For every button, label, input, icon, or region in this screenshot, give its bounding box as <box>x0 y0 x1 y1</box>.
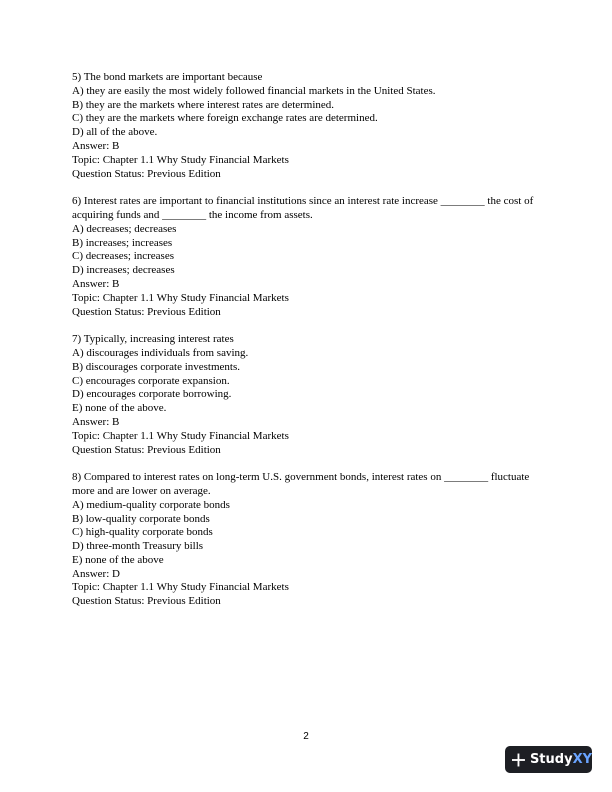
answer-option: B) increases; increases <box>72 236 173 249</box>
question-8 <box>72 471 542 609</box>
answer-option: C) high-quality corporate bonds <box>72 526 213 539</box>
plus-icon <box>512 753 525 767</box>
status-line: Question Status: Previous Edition <box>72 305 221 318</box>
answer-key: Answer: B <box>72 415 120 428</box>
question-5 <box>72 71 542 181</box>
answer-option: B) they are the markets where interest rates are determined. <box>72 98 335 111</box>
question-7 <box>72 333 542 457</box>
answer-option: A) they are easily the most widely followed financial markets in the United States. <box>72 84 436 97</box>
answer-option: A) decreases; decreases <box>72 222 177 235</box>
answer-key: Answer: B <box>72 139 120 152</box>
answer-option: C) they are the markets where foreign exchange rates are determined. <box>72 112 378 125</box>
topic-line: Topic: Chapter 1.1 Why Study Financial Markets <box>72 291 289 304</box>
question-stem: 7) Typically, increasing interest rates <box>72 333 234 346</box>
answer-option: A) medium-quality corporate bonds <box>72 498 230 511</box>
answer-key: Answer: B <box>72 277 120 290</box>
answer-option: E) none of the above <box>72 553 164 566</box>
answer-option: D) all of the above. <box>72 126 158 139</box>
topic-line: Topic: Chapter 1.1 Why Study Financial Markets <box>72 429 289 442</box>
answer-option: D) three-month Treasury bills <box>72 540 204 553</box>
answer-option: E) none of the above. <box>72 402 167 415</box>
question-6 <box>72 195 542 319</box>
answer-option: D) increases; decreases <box>72 264 175 277</box>
topic-line: Topic: Chapter 1.1 Why Study Financial Markets <box>72 153 289 166</box>
answer-key: Answer: D <box>72 567 120 580</box>
topic-line: Topic: Chapter 1.1 Why Study Financial Markets <box>72 581 289 594</box>
answer-option: A) discourages individuals from saving. <box>72 346 249 359</box>
status-line: Question Status: Previous Edition <box>72 167 221 180</box>
brand-name: Study <box>529 752 573 767</box>
brand-accent: XY <box>572 752 592 767</box>
question-stem: 8) Compared to interest rates on long-term U.S. government bonds, interest rates on ________ fluctuate more and are lower on average. <box>72 471 530 497</box>
answer-option: D) encourages corporate borrowing. <box>72 388 232 401</box>
question-stem: 6) Interest rates are important to financial institutions since an interest rate increase ________ the cost of acquiring funds and ________ the income from assets. <box>72 195 534 221</box>
status-line: Question Status: Previous Edition <box>72 595 221 608</box>
page-number: 2 <box>303 731 309 742</box>
document-body <box>72 71 542 623</box>
status-line: Question Status: Previous Edition <box>72 443 221 456</box>
answer-option: B) low-quality corporate bonds <box>72 512 210 525</box>
studyxy-badge[interactable] <box>505 746 592 773</box>
answer-option: C) decreases; increases <box>72 250 175 263</box>
answer-option: C) encourages corporate expansion. <box>72 374 230 387</box>
answer-option: B) discourages corporate investments. <box>72 360 241 373</box>
question-stem: 5) The bond markets are important because <box>72 71 263 83</box>
